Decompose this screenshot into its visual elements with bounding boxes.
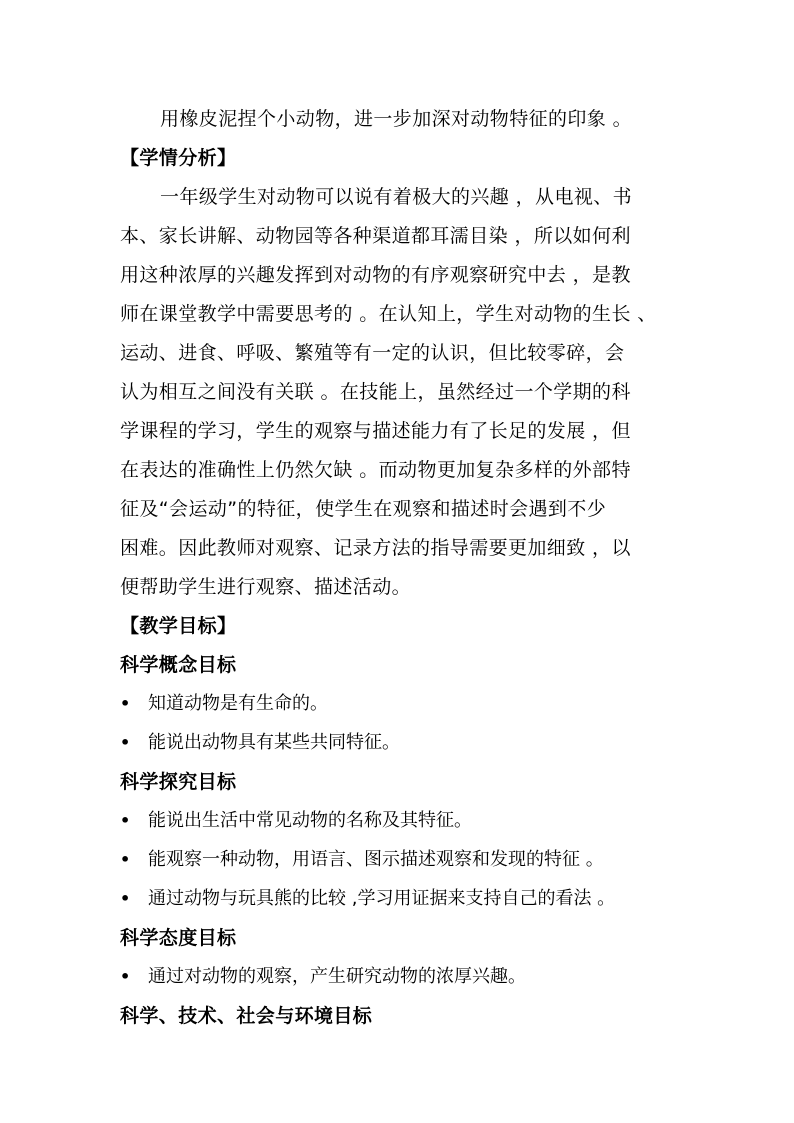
- list-item-text: 能观察一种动物，用语言、图示描述观察和发现的特征 。: [148, 849, 604, 870]
- analysis-line: 一年级学生对动物可以说有着极大的兴趣 ，从电视、书: [160, 186, 633, 208]
- list-item-text: 能说出动物具有某些共同特征。: [148, 732, 400, 753]
- analysis-line: 在表达的准确性上仍然欠缺 。而动物更加复杂多样的外部特: [120, 459, 631, 481]
- analysis-line: 认为相互之间没有关联 。在技能上，虽然经过一个学期的科: [120, 381, 631, 403]
- analysis-line: 本、家长讲解、动物园等各种渠道都耳濡目染 ，所以如何利: [120, 225, 631, 247]
- heading-teaching-goals: 【教学目标】: [120, 615, 237, 637]
- subheading-sts-goals: 科学、技术、社会与环境目标: [120, 1005, 373, 1027]
- bullet-icon: •: [120, 850, 131, 869]
- list-item: [120, 964, 700, 990]
- bullet-icon: •: [120, 733, 131, 752]
- bullet-icon: •: [120, 967, 131, 986]
- list-item: [120, 730, 700, 756]
- subheading-concept-goals: 科学概念目标: [120, 654, 237, 676]
- analysis-line: 征及“会运动”的特征，使学生在观察和描述时会遇到不少: [120, 498, 607, 520]
- list-item-text: 能说出生活中常见动物的名称及其特征。: [148, 810, 472, 831]
- subheading-attitude-goals: 科学态度目标: [120, 927, 237, 949]
- analysis-line: 师在课堂教学中需要思考的 。在认知上，学生对动物的生长 、: [120, 303, 657, 325]
- list-item: [120, 691, 700, 717]
- bullet-icon: •: [120, 811, 131, 830]
- bullet-icon: •: [120, 889, 131, 908]
- analysis-line: 用这种浓厚的兴趣发挥到对动物的有序观察研究中去 ，是教: [120, 264, 631, 286]
- bullet-icon: •: [120, 694, 131, 713]
- list-item-text: 知道动物是有生命的。: [148, 693, 328, 714]
- analysis-line: 运动、进食、呼吸、繁殖等有一定的认识，但比较零碎，会: [120, 342, 625, 364]
- analysis-line: 困难。因此教师对观察、记录方法的指导需要更加细致 ，以: [120, 537, 631, 559]
- intro-line: 用橡皮泥捏个小动物，进一步加深对动物特征的印象 。: [160, 108, 633, 130]
- list-item: [120, 808, 700, 834]
- analysis-line: 学课程的学习，学生的观察与描述能力有了长足的发展 ，但: [120, 420, 631, 442]
- list-item: [120, 847, 700, 873]
- heading-student-analysis: 【学情分析】: [120, 147, 237, 169]
- list-item: [120, 886, 700, 912]
- analysis-line: 便帮助学生进行观察、描述活动。: [120, 576, 412, 598]
- list-item-text: 通过动物与玩具熊的比较 ,学习用证据来支持自己的看法 。: [148, 888, 616, 909]
- list-item-text: 通过对动物的观察，产生研究动物的浓厚兴趣。: [148, 966, 526, 987]
- subheading-inquiry-goals: 科学探究目标: [120, 771, 237, 793]
